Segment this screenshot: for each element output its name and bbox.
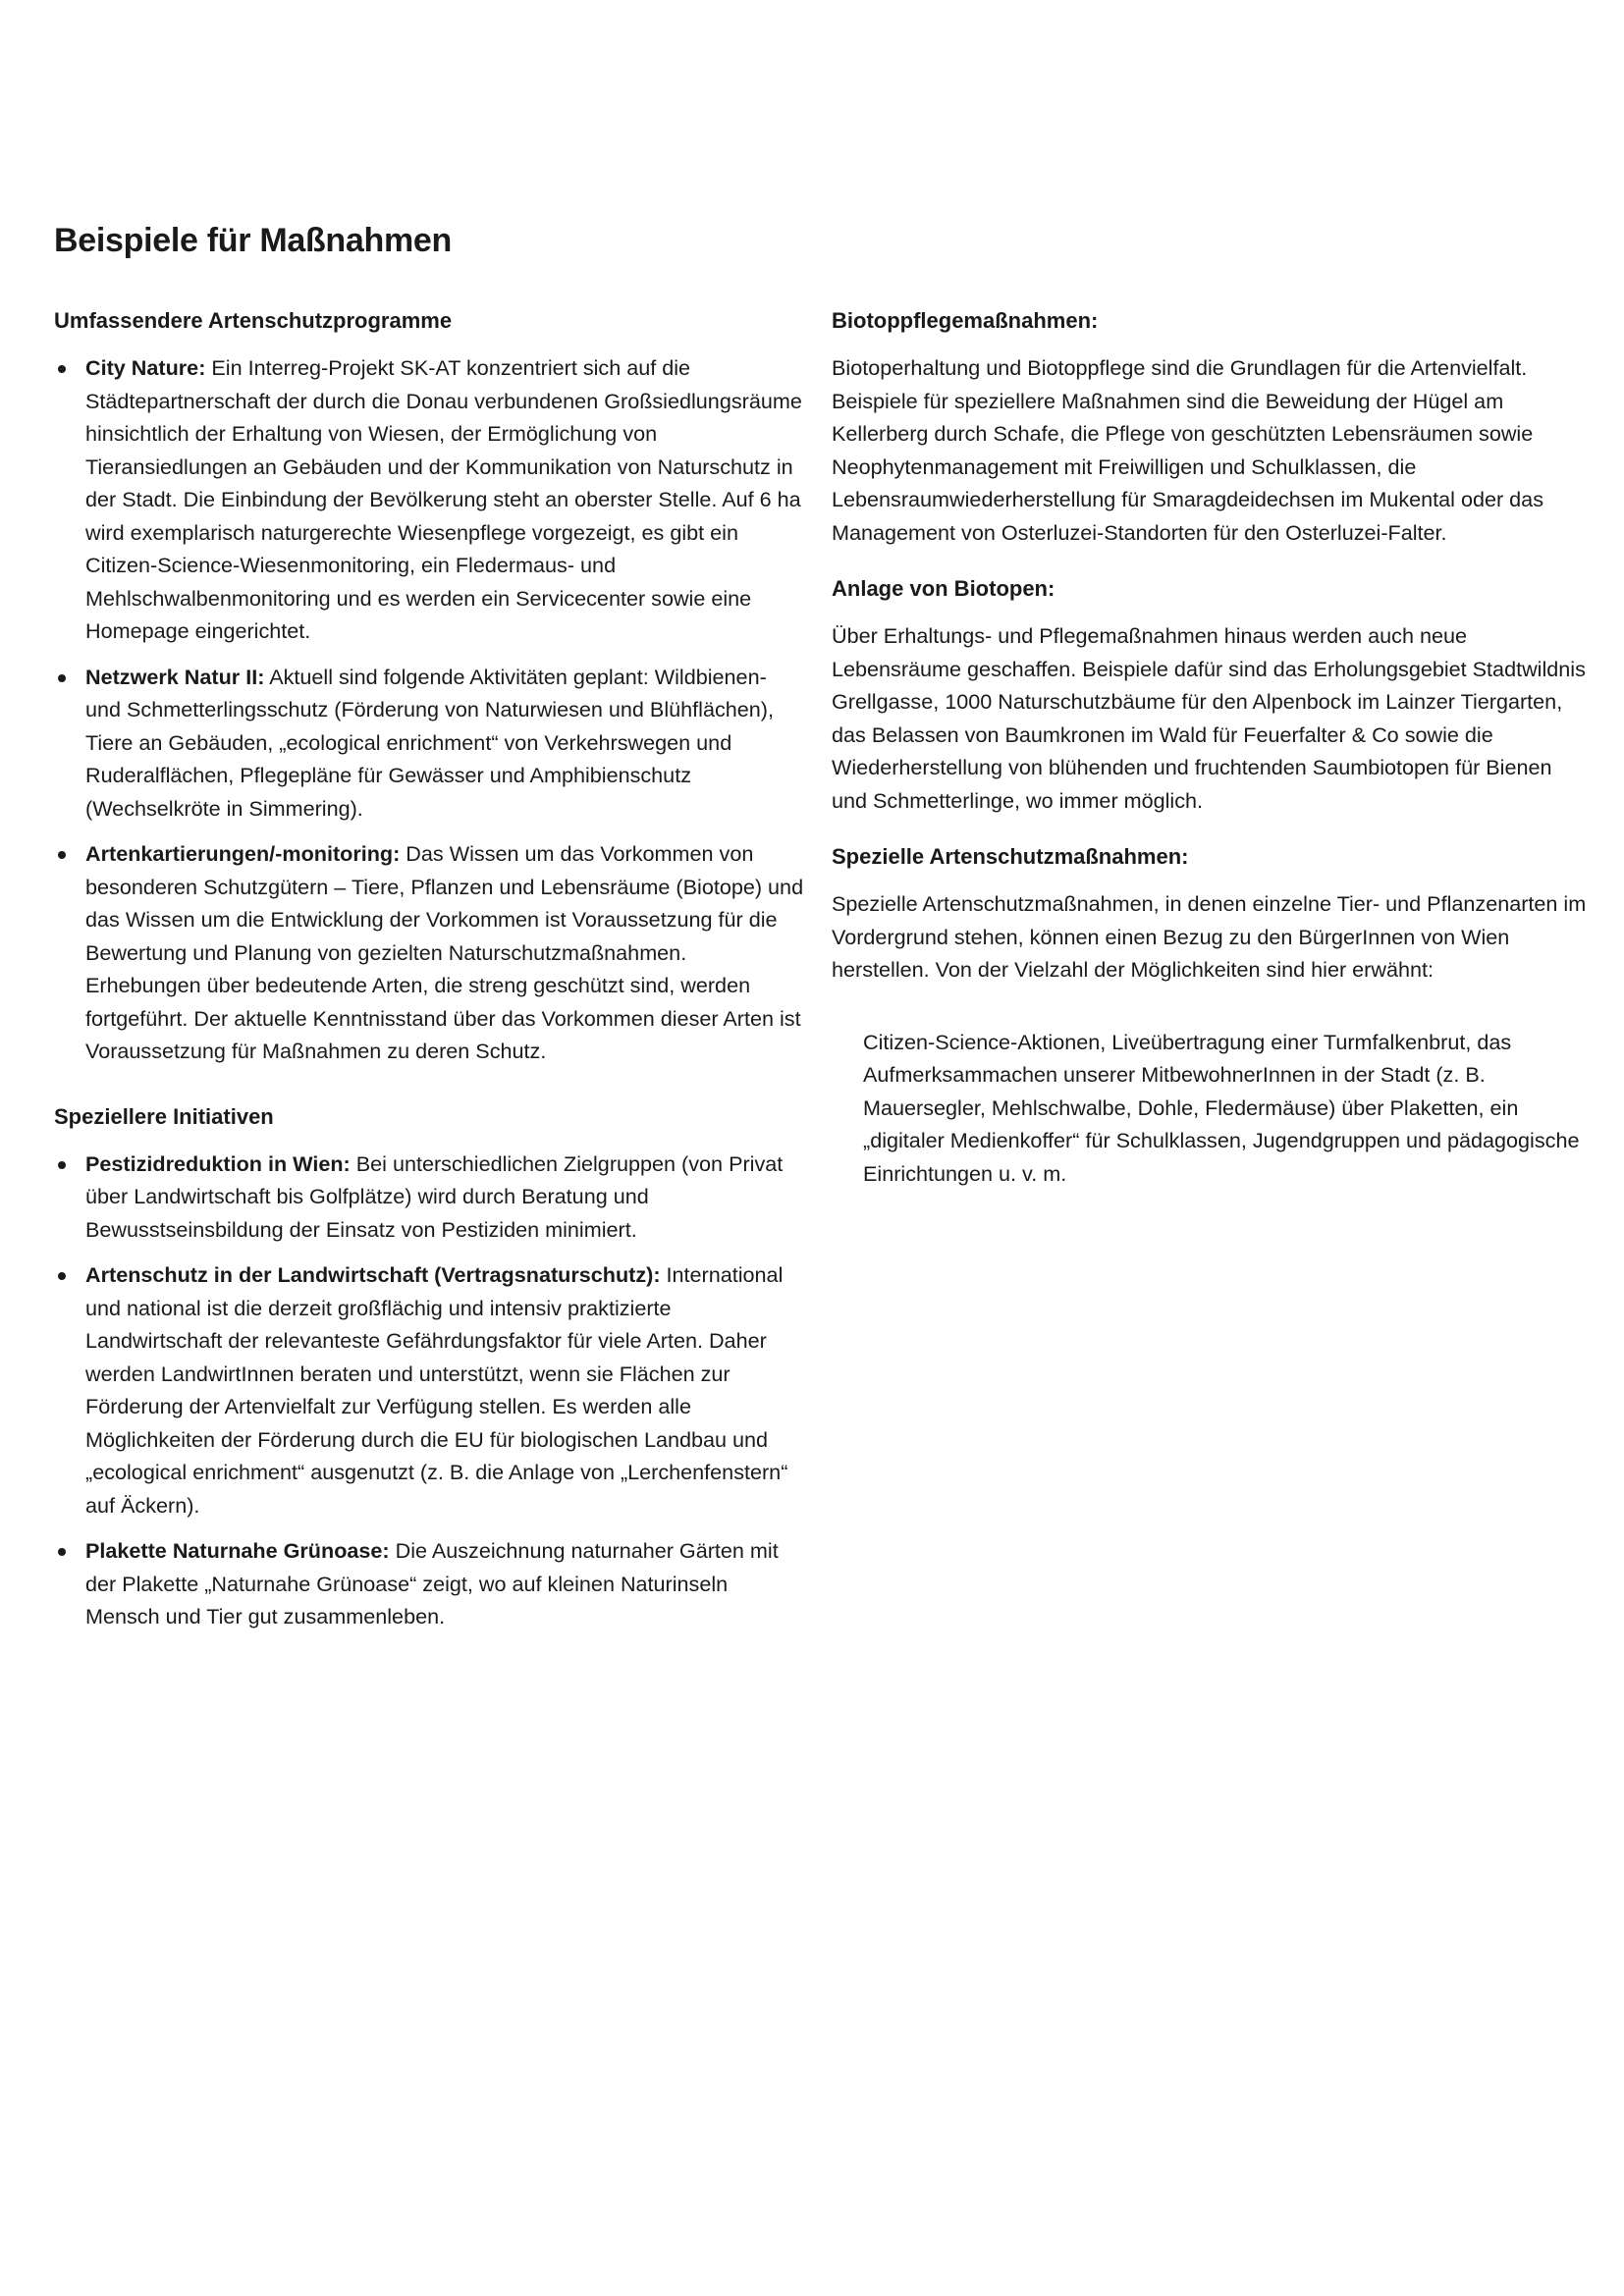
item-label: Pestizidreduktion in Wien: bbox=[85, 1150, 351, 1176]
bullet-icon bbox=[58, 1161, 66, 1169]
list-item-netzwerk-natur bbox=[54, 661, 805, 826]
paragraph-indented-examples: Citizen-Science-Aktionen, Liveübertragung einer Turmfalkenbrut, das Aufmerksammachen unserer MitbewohnerInnen in der Stadt (z. B. Mauersegler, Mehlschwalbe, Dohle, Fledermäuse) über Plaketten, ein „digitaler Medienkoffer“ für Schulklassen, Jugendgruppen und pädagogische Einrichtungen u. v. m. bbox=[863, 1029, 1580, 1186]
list-item-artenschutz-landwirtschaft bbox=[54, 1258, 805, 1522]
page-title: Beispiele für Maßnahmen bbox=[54, 222, 452, 259]
list-item-plakette-gruenoase bbox=[54, 1534, 805, 1633]
bullet-icon bbox=[58, 1548, 66, 1556]
item-label: Artenkartierungen/-monitoring: bbox=[85, 841, 401, 866]
item-text: International und national ist die derzeit großflächig und intensiv praktizierte Landwirtschaft der relevanteste Gefährdungsfaktor für viele Arten. Daher werden LandwirtInnen beraten und unterstützt, wenn sie Flächen zur Förderung der Artenvielfalt zur Verfügung stellen. Es werden alle Möglichkeiten der Förderung durch die EU für biologischen Landbau und „ecological enrichment“ ausgenutzt (z. B. die Anlage von „Lerchenfenstern“ auf Äckern). bbox=[85, 1262, 788, 1518]
item-label: Plakette Naturnahe Grünoase: bbox=[85, 1538, 390, 1563]
item-text: Ein Interreg-Projekt SK-AT konzentriert sich auf die Städtepartnerschaft der durch die Donau verbundenen Großsiedlungsräume hinsichtlich der Erhaltung von Wiesen, der Ermöglichung von Tieransiedlungen an Gebäuden und der Kommunikation von Naturschutz in der Stadt. Die Einbindung der Bevölkerung steht an oberster Stelle. Auf 6 ha wird exemplarisch naturgerechte Wiesenpflege vorgezeigt, es gibt ein Citizen-Science-Wiesenmonitoring, ein Fledermaus- und Mehlschwalbenmonitoring und es werden ein Servicecenter sowie eine Homepage eingerichtet. bbox=[85, 355, 802, 643]
section-heading-speziellere-initiativen: Speziellere Initiativen bbox=[54, 1103, 274, 1129]
left-column bbox=[54, 306, 805, 1646]
item-label: City Nature: bbox=[85, 355, 206, 380]
item-label: Artenschutz in der Landwirtschaft (Vertragsnaturschutz): bbox=[85, 1262, 661, 1287]
list-item-pestizidreduktion bbox=[54, 1148, 805, 1247]
paragraph-spezielle-artenschutz: Spezielle Artenschutzmaßnahmen, in denen einzelne Tier- und Pflanzenarten im Vordergrund stehen, können einen Bezug zu den BürgerInnen von Wien herstellen. Von der Vielzahl der Möglichkeiten sind hier erwähnt: bbox=[832, 891, 1587, 982]
bullet-icon bbox=[58, 365, 66, 373]
section-heading-biotoppflege: Biotoppflegemaßnahmen: bbox=[832, 308, 1099, 333]
bullet-list-speziellere-initiativen bbox=[54, 1148, 805, 1633]
item-text: Die Auszeichnung naturnaher Gärten mit der Plakette „Naturnahe Grünoase“ zeigt, wo auf kleinen Naturinseln Mensch und Tier gut zusammenleben. bbox=[85, 1538, 779, 1629]
section-heading-spezielle-artenschutz: Spezielle Artenschutzmaßnahmen: bbox=[832, 844, 1189, 869]
item-text: Das Wissen um das Vorkommen von besonderen Schutzgütern – Tiere, Pflanzen und Lebensräume (Biotope) und das Wissen um die Entwicklung der Vorkommen ist Voraussetzung für die Bewertung und Planung von gezielten Naturschutzmaßnahmen. Erhebungen über bedeutende Arten, die streng geschützt sind, werden fortgeführt. Der aktuelle Kenntnisstand über das Vorkommen dieser Arten ist Voraussetzung für Maßnahmen zu deren Schutz. bbox=[85, 841, 804, 1063]
section-heading-artenschutzprogramme: Umfassendere Artenschutzprogramme bbox=[54, 308, 453, 333]
paragraph-anlage-biotope: Über Erhaltungs- und Pflegemaßnahmen hinaus werden auch neue Lebensräume geschaffen. Beispiele dafür sind das Erholungsgebiet Stadtwildnis Grellgasse, 1000 Naturschutzbäume für den Alpenbock im Lainzer Tiergarten, das Belassen von Baumkronen im Wald für Feuerfalter & Co sowie die Wiederherstellung von blühenden und fruchtenden Saumbiotopen für Bienen und Schmetterlinge, wo immer möglich. bbox=[832, 623, 1586, 813]
bullet-icon bbox=[58, 1272, 66, 1280]
section-heading-anlage-biotope: Anlage von Biotopen: bbox=[832, 576, 1056, 601]
list-item-city-nature bbox=[54, 351, 805, 648]
item-label: Netzwerk Natur II: bbox=[85, 664, 265, 689]
right-column bbox=[832, 306, 1593, 1190]
bullet-list-artenschutzprogramme bbox=[54, 351, 805, 1068]
bullet-icon bbox=[58, 851, 66, 859]
list-item-artenkartierungen bbox=[54, 837, 805, 1068]
item-text: Bei unterschiedlichen Zielgruppen (von Privat über Landwirtschaft bis Golfplätze) wird durch Beratung und Bewusstseinsbildung der Einsatz von Pestiziden minimiert. bbox=[85, 1150, 784, 1242]
bullet-icon bbox=[58, 674, 66, 682]
item-text: Aktuell sind folgende Aktivitäten geplant: Wildbienen- und Schmetterlingsschutz (Förderung von Naturwiesen und Blühflächen), Tiere an Gebäuden, „ecological enrichment“ von Verkehrswegen und Ruderalflächen, Pflegepläne für Gewässer und Amphibienschutz (Wechselkröte in Simmering). bbox=[85, 664, 774, 821]
paragraph-biotoppflege: Biotoperhaltung und Biotoppflege sind die Grundlagen für die Artenvielfalt. Beispiele für speziellere Maßnahmen sind die Beweidung der Hügel am Kellerberg durch Schafe, die Pflege von geschützten Lebensräumen sowie Neophytenmanagement mit Freiwilligen und Schulklassen, die Lebensraumwiederherstellung für Smaragdeidechsen im Mukental oder das Management von Osterluzei-Standorten für den Osterluzei-Falter. bbox=[832, 355, 1543, 545]
